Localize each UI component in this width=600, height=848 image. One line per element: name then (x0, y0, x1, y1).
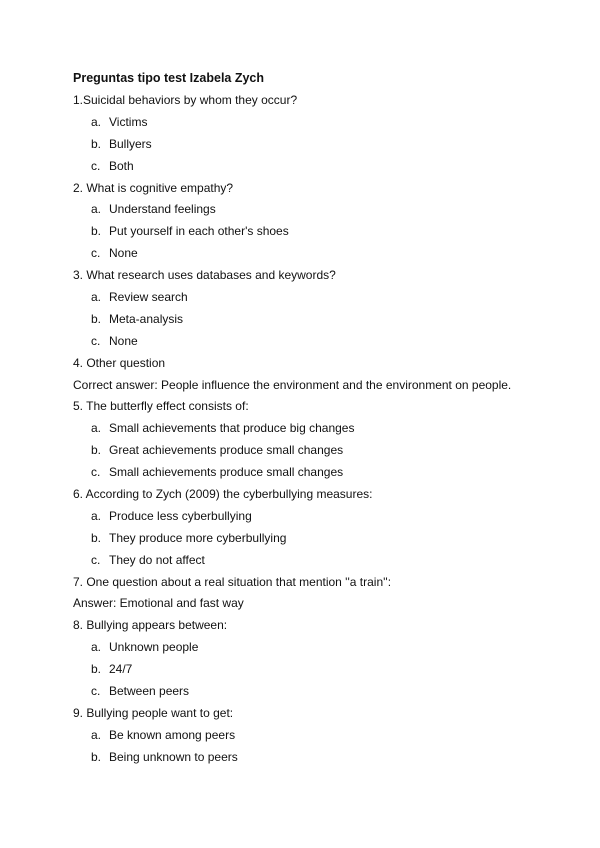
option-letter: a. (91, 290, 102, 305)
question-list (73, 92, 573, 765)
option-letter: a. (91, 727, 102, 742)
answer-option (73, 311, 573, 327)
option-text: Bullyers (109, 136, 152, 151)
option-letter: c. (91, 684, 101, 699)
answer-option (73, 420, 573, 436)
option-text: They produce more cyberbullying (109, 530, 287, 545)
option-letter: b. (91, 136, 102, 151)
option-letter: c. (91, 246, 101, 261)
answer-option (73, 661, 573, 677)
option-text: Put yourself in each other's shoes (109, 224, 289, 239)
question-line: 4. Other question (73, 355, 166, 370)
answer-option (73, 333, 573, 349)
option-text: Between peers (109, 684, 190, 699)
question-line: 2. What is cognitive empathy? (73, 180, 234, 195)
answer-option (73, 289, 573, 305)
question-line: 3. What research uses databases and keywords? (73, 268, 336, 283)
document-title: Preguntas tipo test Izabela Zych (73, 71, 265, 85)
answer-option (73, 114, 573, 130)
option-letter: b. (91, 530, 102, 545)
option-letter: b. (91, 749, 102, 764)
option-letter: b. (91, 443, 102, 458)
option-text: None (109, 246, 138, 261)
option-text: Review search (109, 290, 188, 305)
option-letter: a. (91, 114, 102, 129)
option-letter: b. (91, 311, 102, 326)
option-letter: a. (91, 640, 102, 655)
option-text: None (109, 333, 138, 348)
question-line: 6. According to Zych (2009) the cyberbullying measures: (73, 487, 373, 502)
question-line: 8. Bullying appears between: (73, 618, 228, 633)
option-text: Be known among peers (109, 727, 236, 742)
option-text: Great achievements produce small changes (109, 443, 344, 458)
option-text: Understand feelings (109, 202, 216, 217)
option-text: Being unknown to peers (109, 749, 238, 764)
answer-option (73, 464, 573, 480)
option-letter: b. (91, 662, 102, 677)
option-text: Meta-analysis (109, 311, 184, 326)
question-line: 9. Bullying people want to get: (73, 705, 234, 720)
question-line: 5. The butterfly effect consists of: (73, 399, 249, 414)
answer-option (73, 727, 573, 743)
answer-option (73, 683, 573, 699)
answer-option (73, 245, 573, 261)
option-letter: c. (91, 333, 101, 348)
answer-option (73, 639, 573, 655)
question-line: 7. One question about a real situation that mention ''a train'': (73, 574, 392, 589)
option-text: They do not affect (109, 552, 205, 567)
answer-option (73, 508, 573, 524)
answer-option (73, 223, 573, 239)
question-line: 1.Suicidal behaviors by whom they occur? (73, 93, 298, 107)
question-line: Correct answer: People influence the environment and the environment on people. (73, 377, 512, 392)
question-line: Answer: Emotional and fast way (73, 596, 244, 611)
option-text: Unknown people (109, 640, 199, 655)
option-text: Produce less cyberbullying (109, 508, 252, 523)
option-text: 24/7 (109, 662, 133, 677)
document-page (73, 70, 573, 771)
answer-option (73, 136, 573, 152)
answer-option (73, 442, 573, 458)
answer-option (73, 201, 573, 217)
option-letter: a. (91, 202, 102, 217)
option-text: Both (109, 158, 134, 173)
option-text: Small achievements that produce big changes (109, 421, 355, 436)
option-text: Small achievements produce small changes (109, 465, 344, 480)
option-text: Victims (109, 114, 148, 129)
answer-option (73, 158, 573, 174)
option-letter: c. (91, 552, 101, 567)
answer-option (73, 552, 573, 568)
option-letter: c. (91, 465, 101, 480)
answer-option (73, 530, 573, 546)
option-letter: a. (91, 508, 102, 523)
option-letter: c. (91, 158, 101, 173)
answer-option (73, 749, 573, 765)
option-letter: b. (91, 224, 102, 239)
option-letter: a. (91, 421, 102, 436)
